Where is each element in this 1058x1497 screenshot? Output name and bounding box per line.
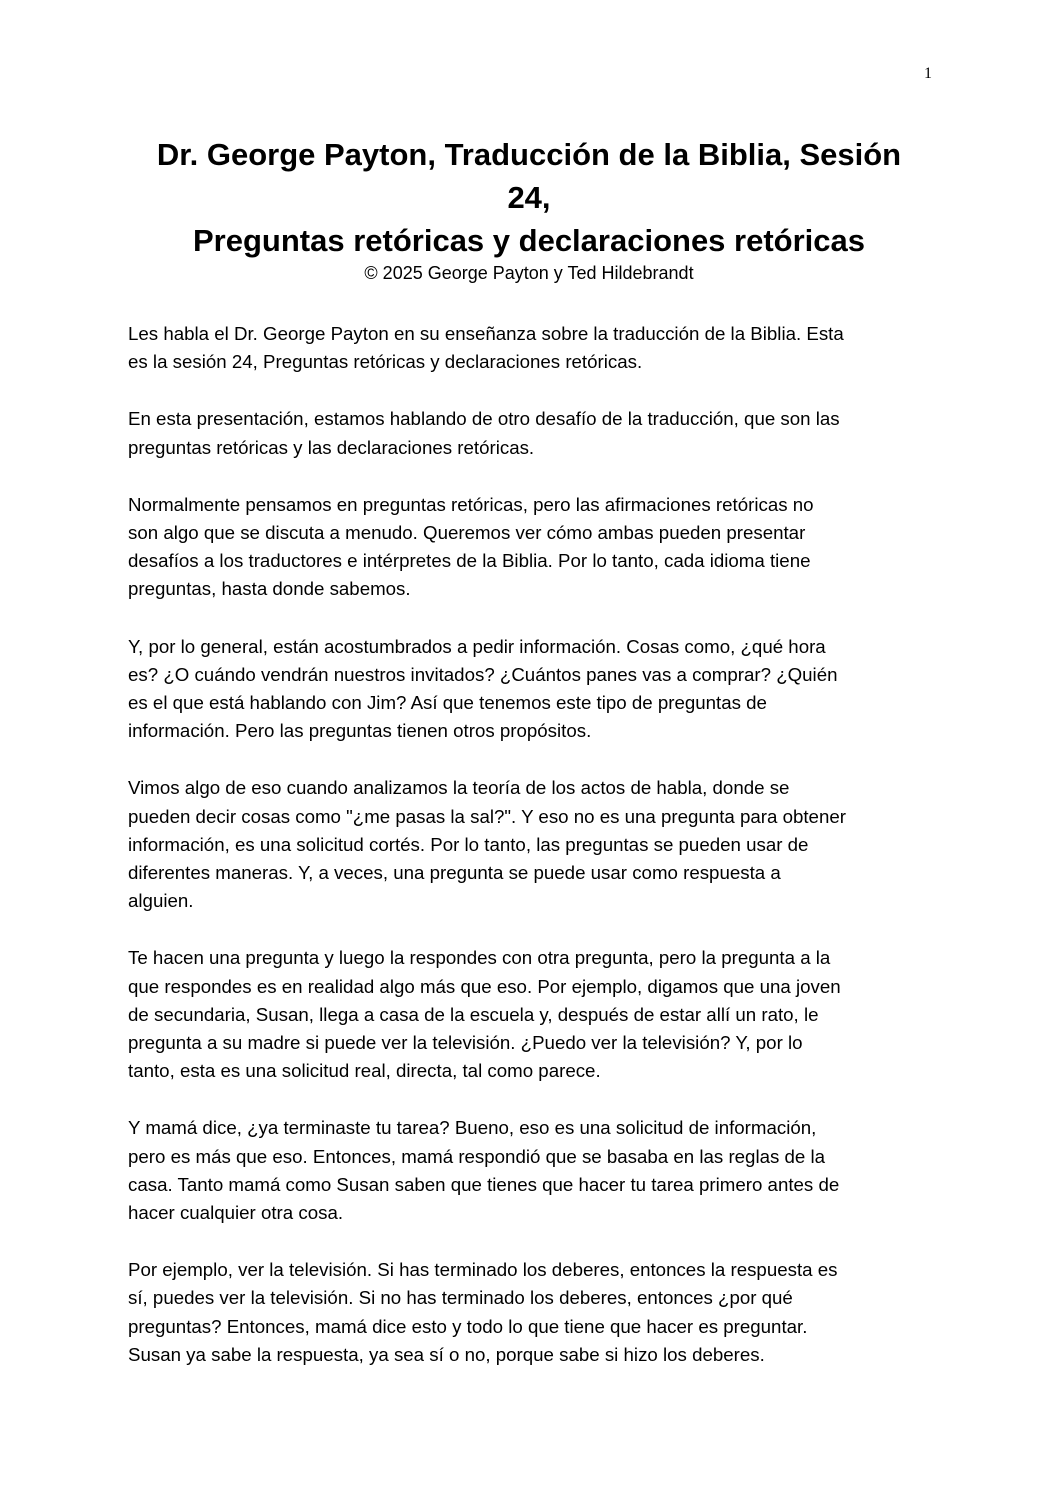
text-line: información, es una solicitud cortés. Por lo tanto, las preguntas se pueden usar de [128, 833, 809, 855]
title-line: 24, [507, 180, 551, 215]
text-line: hacer cualquier otra cosa. [128, 1202, 344, 1224]
text-line: desafíos a los traductores e intérpretes de la Biblia. Por lo tanto, cada idioma tiene [128, 550, 811, 572]
text-line: preguntas? Entonces, mamá dice esto y todo lo que tiene que hacer es preguntar. [128, 1315, 808, 1337]
text-line: son algo que se discuta a menudo. Queremos ver cómo ambas pueden presentar [128, 522, 806, 544]
paragraph [128, 944, 938, 1085]
text-line: preguntas retóricas y las declaraciones retóricas. [128, 436, 535, 458]
text-line: es el que está hablando con Jim? Así que tenemos este tipo de preguntas de [128, 692, 767, 714]
title-line: Preguntas retóricas y declaraciones retóricas [193, 223, 865, 258]
text-line: Susan ya sabe la respuesta, ya sea sí o no, porque sabe si hizo los deberes. [128, 1343, 765, 1365]
text-line: de secundaria, Susan, llega a casa de la escuela y, después de estar allí un rato, le [128, 1003, 819, 1025]
text-line: En esta presentación, estamos hablando de otro desafío de la traducción, que son las [128, 408, 840, 430]
text-line: alguien. [128, 890, 194, 912]
copyright-notice: © 2025 George Payton y Ted Hildebrandt [364, 263, 694, 283]
text-line: Y, por lo general, están acostumbrados a pedir información. Cosas como, ¿qué hora [128, 635, 826, 657]
text-line: Normalmente pensamos en preguntas retóricas, pero las afirmaciones retóricas no [128, 493, 814, 515]
text-line: información. Pero las preguntas tienen otros propósitos. [128, 720, 592, 742]
text-line: pero es más que eso. Entonces, mamá respondió que se basaba en las reglas de la [128, 1145, 826, 1167]
text-line: diferentes maneras. Y, a veces, una pregunta se puede usar como respuesta a [128, 862, 781, 884]
text-line: Por ejemplo, ver la televisión. Si has terminado los deberes, entonces la respuesta es [128, 1259, 838, 1281]
text-line: casa. Tanto mamá como Susan saben que tienes que hacer tu tarea primero antes de [128, 1173, 840, 1195]
paragraph [128, 1256, 938, 1369]
text-line: Les habla el Dr. George Payton en su enseñanza sobre la traducción de la Biblia. Esta [128, 323, 844, 344]
text-line: sí, puedes ver la televisión. Si no has terminado los deberes, entonces ¿por qué [128, 1287, 793, 1309]
paragraph [128, 1114, 938, 1227]
document-body [128, 320, 938, 1398]
text-line: es la sesión 24, Preguntas retóricas y declaraciones retóricas. [128, 351, 643, 373]
page-number: 1 [924, 65, 932, 82]
text-line: que respondes es en realidad algo más que eso. Por ejemplo, digamos que una joven [128, 975, 841, 997]
paragraph [128, 491, 938, 604]
text-line: tanto, esta es una solicitud real, directa, tal como parece. [128, 1060, 601, 1082]
text-line: pueden decir cosas como "¿me pasas la sal?". Y eso no es una pregunta para obtener [128, 805, 846, 827]
paragraph [128, 405, 938, 461]
title-line: Dr. George Payton, Traducción de la Biblia, Sesión [156, 137, 902, 172]
text-line: es? ¿O cuándo vendrán nuestros invitados? ¿Cuántos panes vas a comprar? ¿Quién [128, 663, 838, 685]
text-line: pregunta a su madre si puede ver la televisión. ¿Puedo ver la televisión? Y, por lo [128, 1032, 803, 1054]
paragraph [128, 774, 938, 915]
paragraph [128, 320, 938, 376]
text-line: preguntas, hasta donde sabemos. [128, 578, 411, 600]
text-line: Y mamá dice, ¿ya terminaste tu tarea? Bueno, eso es una solicitud de información, [128, 1117, 817, 1139]
text-line: Vimos algo de eso cuando analizamos la teoría de los actos de habla, donde se [128, 777, 790, 799]
paragraph [128, 633, 938, 746]
document-header [118, 133, 940, 284]
text-line: Te hacen una pregunta y luego la respondes con otra pregunta, pero la pregunta a la [128, 947, 831, 969]
